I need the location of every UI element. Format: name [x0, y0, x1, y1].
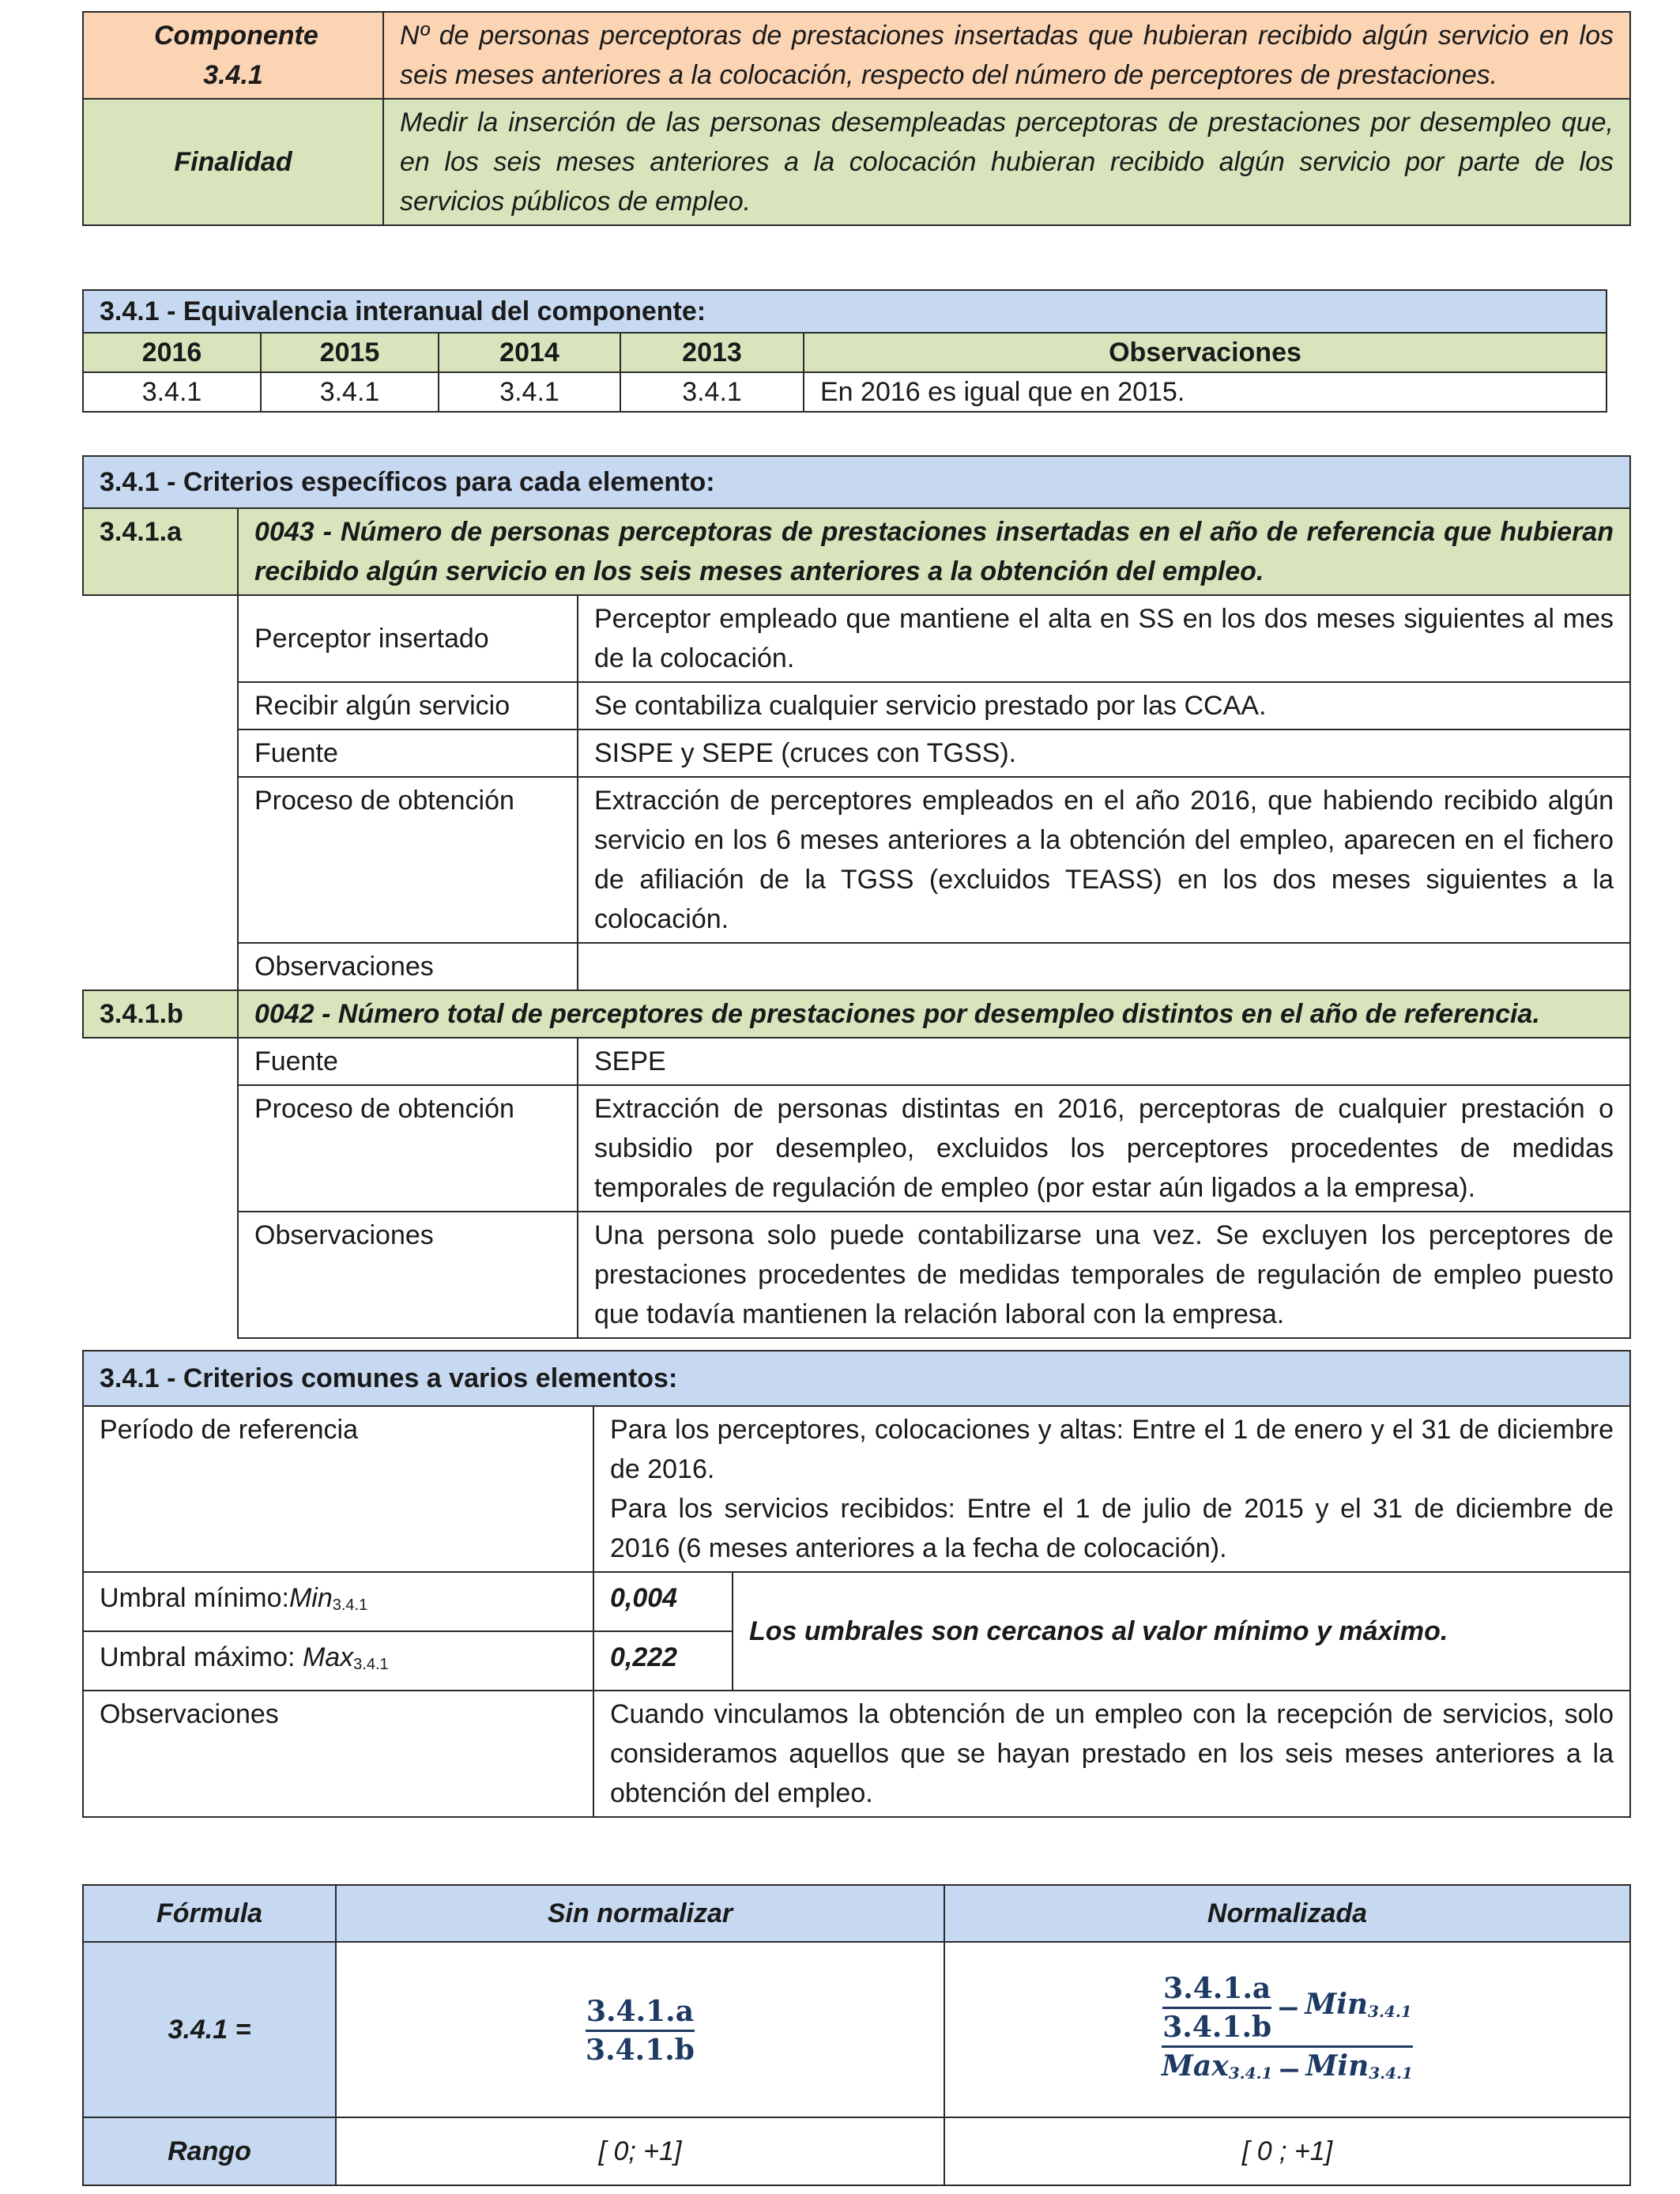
criteria-row [83, 943, 1630, 990]
criteria-value: Extracción de personas distintas en 2016, perceptoras de cualquier prestación o subsidio por desempleo, excluidos los perceptores procedentes de medidas temporales de regulación de empleo (por estar aún ligados a la empresa). [578, 1085, 1630, 1212]
equivalencia-header-row [83, 333, 1607, 372]
element-code-a: 3.4.1.a [83, 508, 238, 595]
periodo-label: Período de referencia [83, 1406, 593, 1572]
normalized-fraction: $\frac{3.4.1.a}{3.4.1.b}$ − Min$_{3.4.1}$ Max$_{3.4.1}$ − Min$_{3.4.1}$ [1162, 1972, 1413, 2087]
criteria-label: Recibir algún servicio [238, 682, 578, 729]
periodo-text [593, 1406, 1630, 1572]
especificos-table [82, 455, 1631, 1339]
equivalencia-title: 3.4.1 - Equivalencia interanual del componente: [83, 290, 1607, 333]
umbral-min-label: Umbral mínimo:Min$_{3.4.1}$ [83, 1572, 593, 1631]
formula-normalizada [944, 1942, 1630, 2117]
table-cell: En 2016 es igual que en 2015. [804, 372, 1607, 412]
column-header: 2015 [261, 333, 439, 372]
umbral-note: Los umbrales son cercanos al valor mínimo y máximo. [733, 1572, 1630, 1691]
criteria-row [83, 729, 1630, 777]
periodo-text-2: Para los servicios recibidos: Entre el 1 de julio de 2015 y el 31 de diciembre de 2016 (6 meses anteriores a la fecha de colocación). [610, 1494, 1614, 1563]
componente-text: Nº de personas perceptoras de prestaciones insertadas que hubieran recibido algún servicio en los seis meses anteriores a la colocación, respecto del número de perceptores de prestaciones. [383, 12, 1630, 99]
observaciones-text: Cuando vinculamos la obtención de un empleo con la recepción de servicios, solo consideramos aquellos que se hayan prestado en los seis meses anteriores a la obtención del empleo. [593, 1691, 1630, 1817]
criteria-row [83, 1085, 1630, 1212]
criteria-value [578, 943, 1630, 990]
formula-table [82, 1884, 1631, 2186]
component-table [82, 11, 1631, 226]
rango-label: Rango [83, 2117, 336, 2185]
column-header: 2013 [620, 333, 804, 372]
umbral-min-value: 0,004 [593, 1572, 733, 1631]
column-header: 2014 [439, 333, 620, 372]
observaciones-label: Observaciones [83, 1691, 593, 1817]
criteria-label: Fuente [238, 729, 578, 777]
criteria-label: Observaciones [238, 1212, 578, 1338]
rango-normalizada: [ 0 ; +1] [944, 2117, 1630, 2185]
table-cell: 3.4.1 [620, 372, 804, 412]
criteria-value: SISPE y SEPE (cruces con TGSS). [578, 729, 1630, 777]
criteria-value: Perceptor empleado que mantiene el alta en SS en los dos meses siguientes al mes de la colocación. [578, 595, 1630, 682]
formula-row-label: 3.4.1 = [83, 1942, 336, 2117]
componente-label: Componente 3.4.1 [83, 12, 383, 99]
comunes-title: 3.4.1 - Criterios comunes a varios elementos: [83, 1351, 1630, 1406]
criteria-value: Se contabiliza cualquier servicio prestado por las CCAA. [578, 682, 1630, 729]
criteria-row [83, 595, 1630, 682]
comunes-table [82, 1350, 1631, 1818]
criteria-label: Proceso de obtención [238, 1085, 578, 1212]
criteria-value: SEPE [578, 1038, 1630, 1085]
criteria-label: Proceso de obtención [238, 777, 578, 943]
table-cell: 3.4.1 [83, 372, 261, 412]
formula-sin-normalizar [336, 1942, 944, 2117]
criteria-label: Fuente [238, 1038, 578, 1085]
finalidad-label: Finalidad [83, 99, 383, 225]
formula-col-header: Fórmula [83, 1885, 336, 1942]
umbral-max-value: 0,222 [593, 1631, 733, 1691]
criteria-row [83, 777, 1630, 943]
normalizada-header: Normalizada [944, 1885, 1630, 1942]
sin-normalizar-header: Sin normalizar [336, 1885, 944, 1942]
criteria-row [83, 1212, 1630, 1338]
umbral-max-label: Umbral máximo: Max$_{3.4.1}$ [83, 1631, 593, 1691]
criteria-label: Observaciones [238, 943, 578, 990]
table-cell: 3.4.1 [261, 372, 439, 412]
element-code-b: 3.4.1.b [83, 990, 238, 1038]
criteria-value: Una persona solo puede contabilizarse una vez. Se excluyen los perceptores de prestaciones procedentes de medidas temporales de regulación de empleo puesto que todavía mantienen la relación laboral con la empresa. [578, 1212, 1630, 1338]
criteria-row [83, 682, 1630, 729]
criteria-value: Extracción de perceptores empleados en el año 2016, que habiendo recibido algún servicio en los 6 meses anteriores a la obtención del empleo, aparecen en el fichero de afiliación de la TGSS (excluidos TEASS) en los dos meses siguientes a la colocación. [578, 777, 1630, 943]
criteria-label: Perceptor insertado [238, 595, 578, 682]
fraction: $\frac{3.4.1.a}{3.4.1.b}$ [586, 1995, 695, 2067]
table-row [83, 372, 1607, 412]
criteria-row [83, 1038, 1630, 1085]
periodo-text-1: Para los perceptores, colocaciones y altas: Entre el 1 de enero y el 31 de diciembre de 2016. [610, 1415, 1614, 1484]
equivalencia-table [82, 289, 1607, 413]
table-cell: 3.4.1 [439, 372, 620, 412]
especificos-title: 3.4.1 - Criterios específicos para cada elemento: [83, 456, 1630, 508]
column-header: 2016 [83, 333, 261, 372]
rango-sin-normalizar: [ 0; +1] [336, 2117, 944, 2185]
finalidad-text: Medir la inserción de las personas desempleadas perceptoras de prestaciones por desempleo que, en los seis meses anteriores a la colocación hubieran recibido algún servicio por parte de los servicios públicos de empleo. [383, 99, 1630, 225]
column-header: Observaciones [804, 333, 1607, 372]
element-title-a: 0043 - Número de personas perceptoras de prestaciones insertadas en el año de referencia que hubieran recibido algún servicio en los seis meses anteriores a la obtención del empleo. [238, 508, 1630, 595]
element-title-b: 0042 - Número total de perceptores de prestaciones por desempleo distintos en el año de referencia. [238, 990, 1630, 1038]
